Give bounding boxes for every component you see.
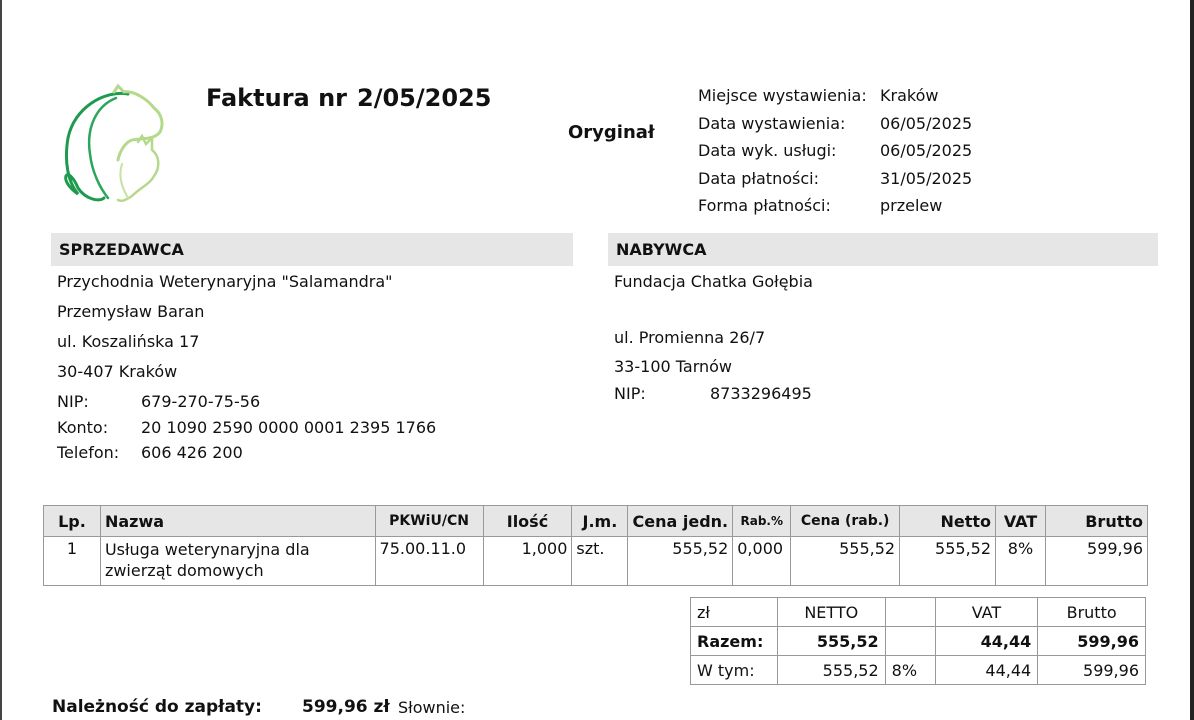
cell-net: 555,52 (900, 537, 996, 586)
meta-label: Data wystawienia: (698, 113, 846, 133)
col-header-qty: Ilość (483, 506, 572, 537)
cell-qty: 1,000 (483, 537, 572, 586)
meta-label: Forma płatności: (698, 196, 831, 215)
col-header-pkwiu: PKWiU/CN (375, 506, 483, 537)
summary-table (690, 597, 1146, 685)
seller-phone-label: Telefon: (57, 443, 120, 462)
summary-gross-header: Brutto (1038, 598, 1146, 627)
meta-label: Data wyk. usługi: (698, 141, 837, 160)
col-header-unit-price: Cena jedn. (628, 506, 733, 537)
summary-total-vat: 44,44 (935, 627, 1038, 656)
col-header-discounted-price: Cena (rab.) (791, 506, 900, 537)
summary-incl-gross: 599,96 (1038, 656, 1146, 685)
amount-due-label: Należność do zapłaty: (52, 697, 262, 717)
amount-due-value: 599,96 zł (302, 697, 390, 717)
col-header-gross: Brutto (1045, 506, 1147, 537)
summary-currency: zł (691, 598, 778, 627)
buyer-name: Fundacja Chatka Gołębia (614, 272, 813, 291)
cell-name (100, 537, 375, 586)
meta-row (698, 112, 972, 140)
cell-unit: szt. (572, 537, 628, 586)
meta-value: 06/05/2025 (880, 113, 973, 133)
seller-account: 20 1090 2590 0000 0001 2395 1766 (141, 418, 437, 437)
copy-label: Oryginał (568, 122, 655, 143)
col-header-discount: Rab.% (733, 506, 791, 537)
summary-incl-rate: 8% (885, 656, 935, 685)
summary-total-row (691, 627, 1146, 656)
cell-pkwiu: 75.00.11.0 (375, 537, 483, 586)
col-header-name: Nazwa (100, 506, 375, 537)
seller-phone: 606 426 200 (141, 443, 243, 462)
cell-unit-price: 555,52 (628, 537, 733, 586)
summary-incl-row (691, 656, 1146, 685)
meta-value: 31/05/2025 (880, 168, 973, 188)
col-header-vat: VAT (996, 506, 1046, 537)
buyer-heading: NABYWCA (608, 233, 1158, 266)
summary-empty-cell (885, 598, 935, 627)
seller-heading: SPRZEDAWCA (51, 233, 573, 266)
summary-total-label: Razem: (691, 627, 778, 656)
meta-row (698, 167, 972, 195)
seller-street: ul. Koszalińska 17 (57, 332, 200, 351)
clinic-logo-icon (56, 84, 168, 206)
col-header-lp: Lp. (44, 506, 101, 537)
items-header-row (44, 506, 1148, 537)
page-right-edge (1190, 0, 1194, 720)
invoice-meta (698, 84, 972, 222)
summary-total-net: 555,52 (777, 627, 885, 656)
invoice-title (206, 84, 491, 112)
summary-incl-label: W tym: (691, 656, 778, 685)
items-table (43, 505, 1148, 586)
cell-vat: 8% (996, 537, 1046, 586)
cell-name-line2: zwierząt domowych (104, 561, 264, 580)
summary-empty-cell (885, 627, 935, 656)
invoice-title-prefix: Faktura nr (206, 84, 348, 112)
page-left-edge (0, 0, 2, 720)
cell-discount: 0,000 (733, 537, 791, 586)
seller-person: Przemysław Baran (57, 302, 205, 321)
meta-label: Data płatności: (698, 168, 819, 188)
cell-lp: 1 (44, 537, 101, 586)
meta-value: 06/05/2025 (880, 141, 973, 160)
buyer-nip: 8733296495 (710, 384, 812, 403)
meta-row (698, 194, 972, 222)
seller-account-row (57, 418, 436, 437)
buyer-nip-row (614, 384, 812, 403)
summary-vat-header: VAT (935, 598, 1038, 627)
meta-label: Miejsce wystawienia: (698, 86, 867, 105)
meta-row (698, 139, 972, 167)
col-header-net: Netto (900, 506, 996, 537)
meta-value: Kraków (880, 86, 939, 105)
buyer-nip-label: NIP: (614, 384, 646, 403)
summary-incl-vat: 44,44 (935, 656, 1038, 685)
seller-name: Przychodnia Weterynaryjna "Salamandra" (57, 272, 393, 291)
summary-total-gross: 599,96 (1038, 627, 1146, 656)
table-row (44, 537, 1148, 586)
amount-in-words-label: Słownie: (398, 698, 466, 717)
seller-nip: 679-270-75-56 (141, 392, 261, 411)
seller-nip-label: NIP: (57, 392, 89, 411)
buyer-city: 33-100 Tarnów (614, 357, 732, 376)
cell-name-line1: Usługa weterynaryjna dla (104, 540, 310, 559)
cell-gross: 599,96 (1045, 537, 1147, 586)
cell-discounted-price: 555,52 (791, 537, 900, 586)
seller-account-label: Konto: (57, 418, 109, 437)
invoice-number: 2/05/2025 (357, 84, 492, 112)
seller-nip-row (57, 392, 260, 411)
seller-city: 30-407 Kraków (57, 362, 178, 381)
meta-value: przelew (880, 196, 943, 215)
seller-phone-row (57, 443, 243, 462)
summary-net-header: NETTO (777, 598, 885, 627)
summary-incl-net: 555,52 (777, 656, 885, 685)
buyer-street: ul. Promienna 26/7 (614, 328, 766, 347)
col-header-unit: J.m. (572, 506, 628, 537)
summary-header-row (691, 598, 1146, 627)
meta-row (698, 84, 972, 112)
